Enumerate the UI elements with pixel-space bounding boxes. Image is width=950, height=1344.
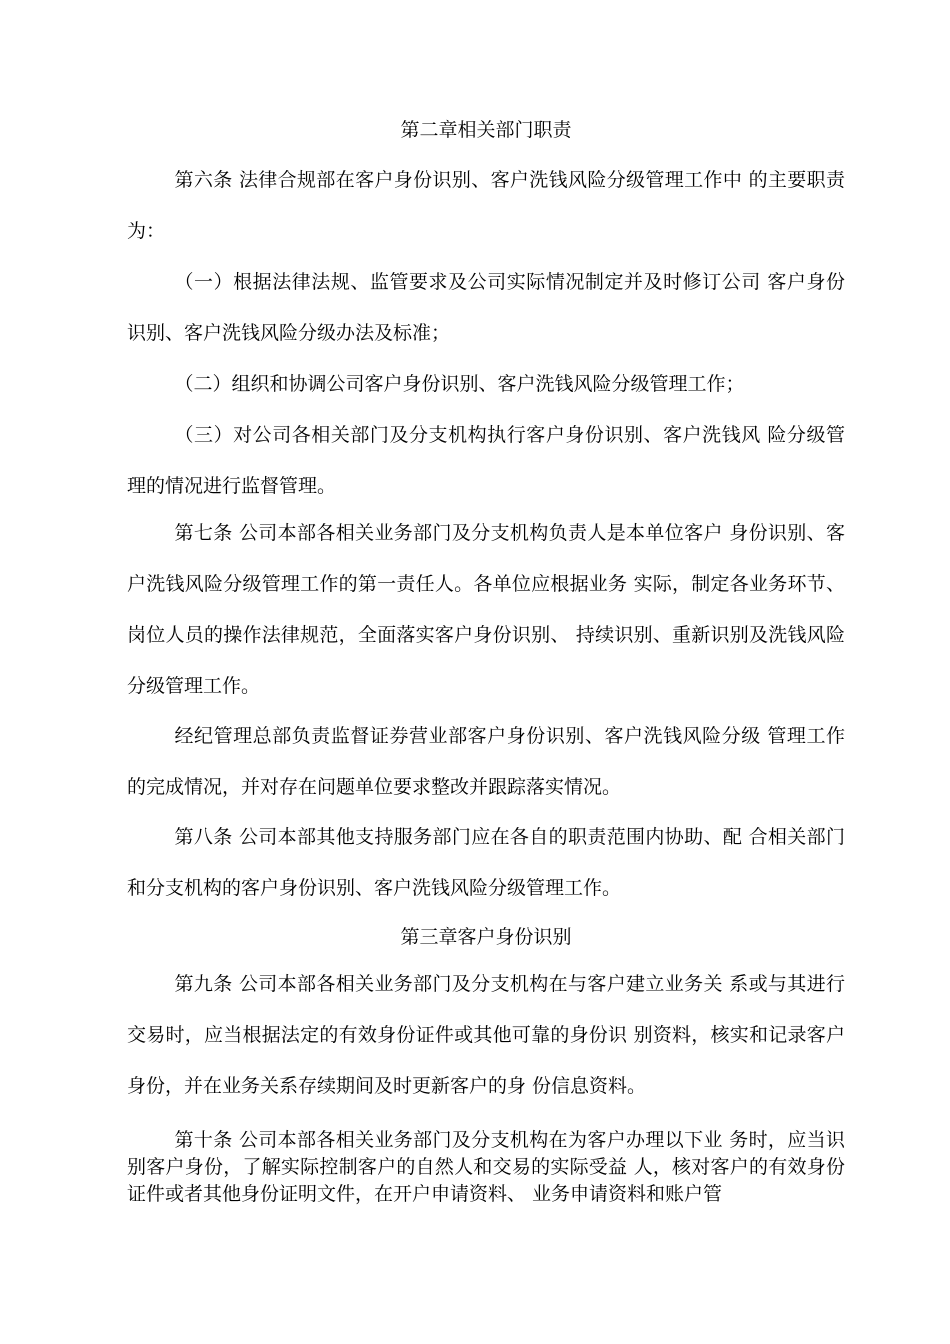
article-7: 第七条 公司本部各相关业务部门及分支机构负责人是本单位客户 身份识别、客户洗钱风险分级管理工作的第一责任人。各单位应根据业务 实际，制定各业务环节、岗位人员的操作法律规范，全面落实客户身份识别、 持续识别、重新识别及洗钱风险分级管理工作。 (127, 522, 845, 697)
article-6-item-3: （三）对公司各相关部门及分支机构执行客户身份识别、客户洗钱风 险分级管理的情况进行监督管理。 (127, 424, 845, 497)
article-6-intro: 第六条 法律合规部在客户身份识别、客户洗钱风险分级管理工作中 的主要职责为： (127, 169, 845, 242)
article-8: 第八条 公司本部其他支持服务部门应在各自的职责范围内协助、配 合相关部门和分支机构的客户身份识别、客户洗钱风险分级管理工作。 (127, 826, 845, 899)
article-9: 第九条 公司本部各相关业务部门及分支机构在与客户建立业务关 系或与其进行交易时，应当根据法定的有效身份证件或其他可靠的身份识 别资料，核实和记录客户身份，并在业务关系存续期间及时更新客户的身 份信息资料。 (127, 973, 845, 1097)
article-6-item-1: （一）根据法律法规、监管要求及公司实际情况制定并及时修订公司 客户身份识别、客户洗钱风险分级办法及标准； (127, 271, 845, 344)
article-7-brokerage: 经纪管理总部负责监督证券营业部客户身份识别、客户洗钱风险分级 管理工作的完成情况，并对存在问题单位要求整改并跟踪落实情况。 (127, 725, 845, 798)
chapter-2-title: 第二章相关部门职责 (400, 119, 572, 141)
chapter-3-title: 第三章客户身份识别 (400, 926, 572, 948)
article-10: 第十条 公司本部各相关业务部门及分支机构在为客户办理以下业 务时，应当识别客户身份，了解实际控制客户的自然人和交易的实际受益 人，核对客户的有效身份证件或者其他身份证明文件，在开户申请资料、 业务申请资料和账户管 (127, 1129, 845, 1205)
article-6-item-2: （二）组织和协调公司客户身份识别、客户洗钱风险分级管理工作； (174, 373, 745, 395)
